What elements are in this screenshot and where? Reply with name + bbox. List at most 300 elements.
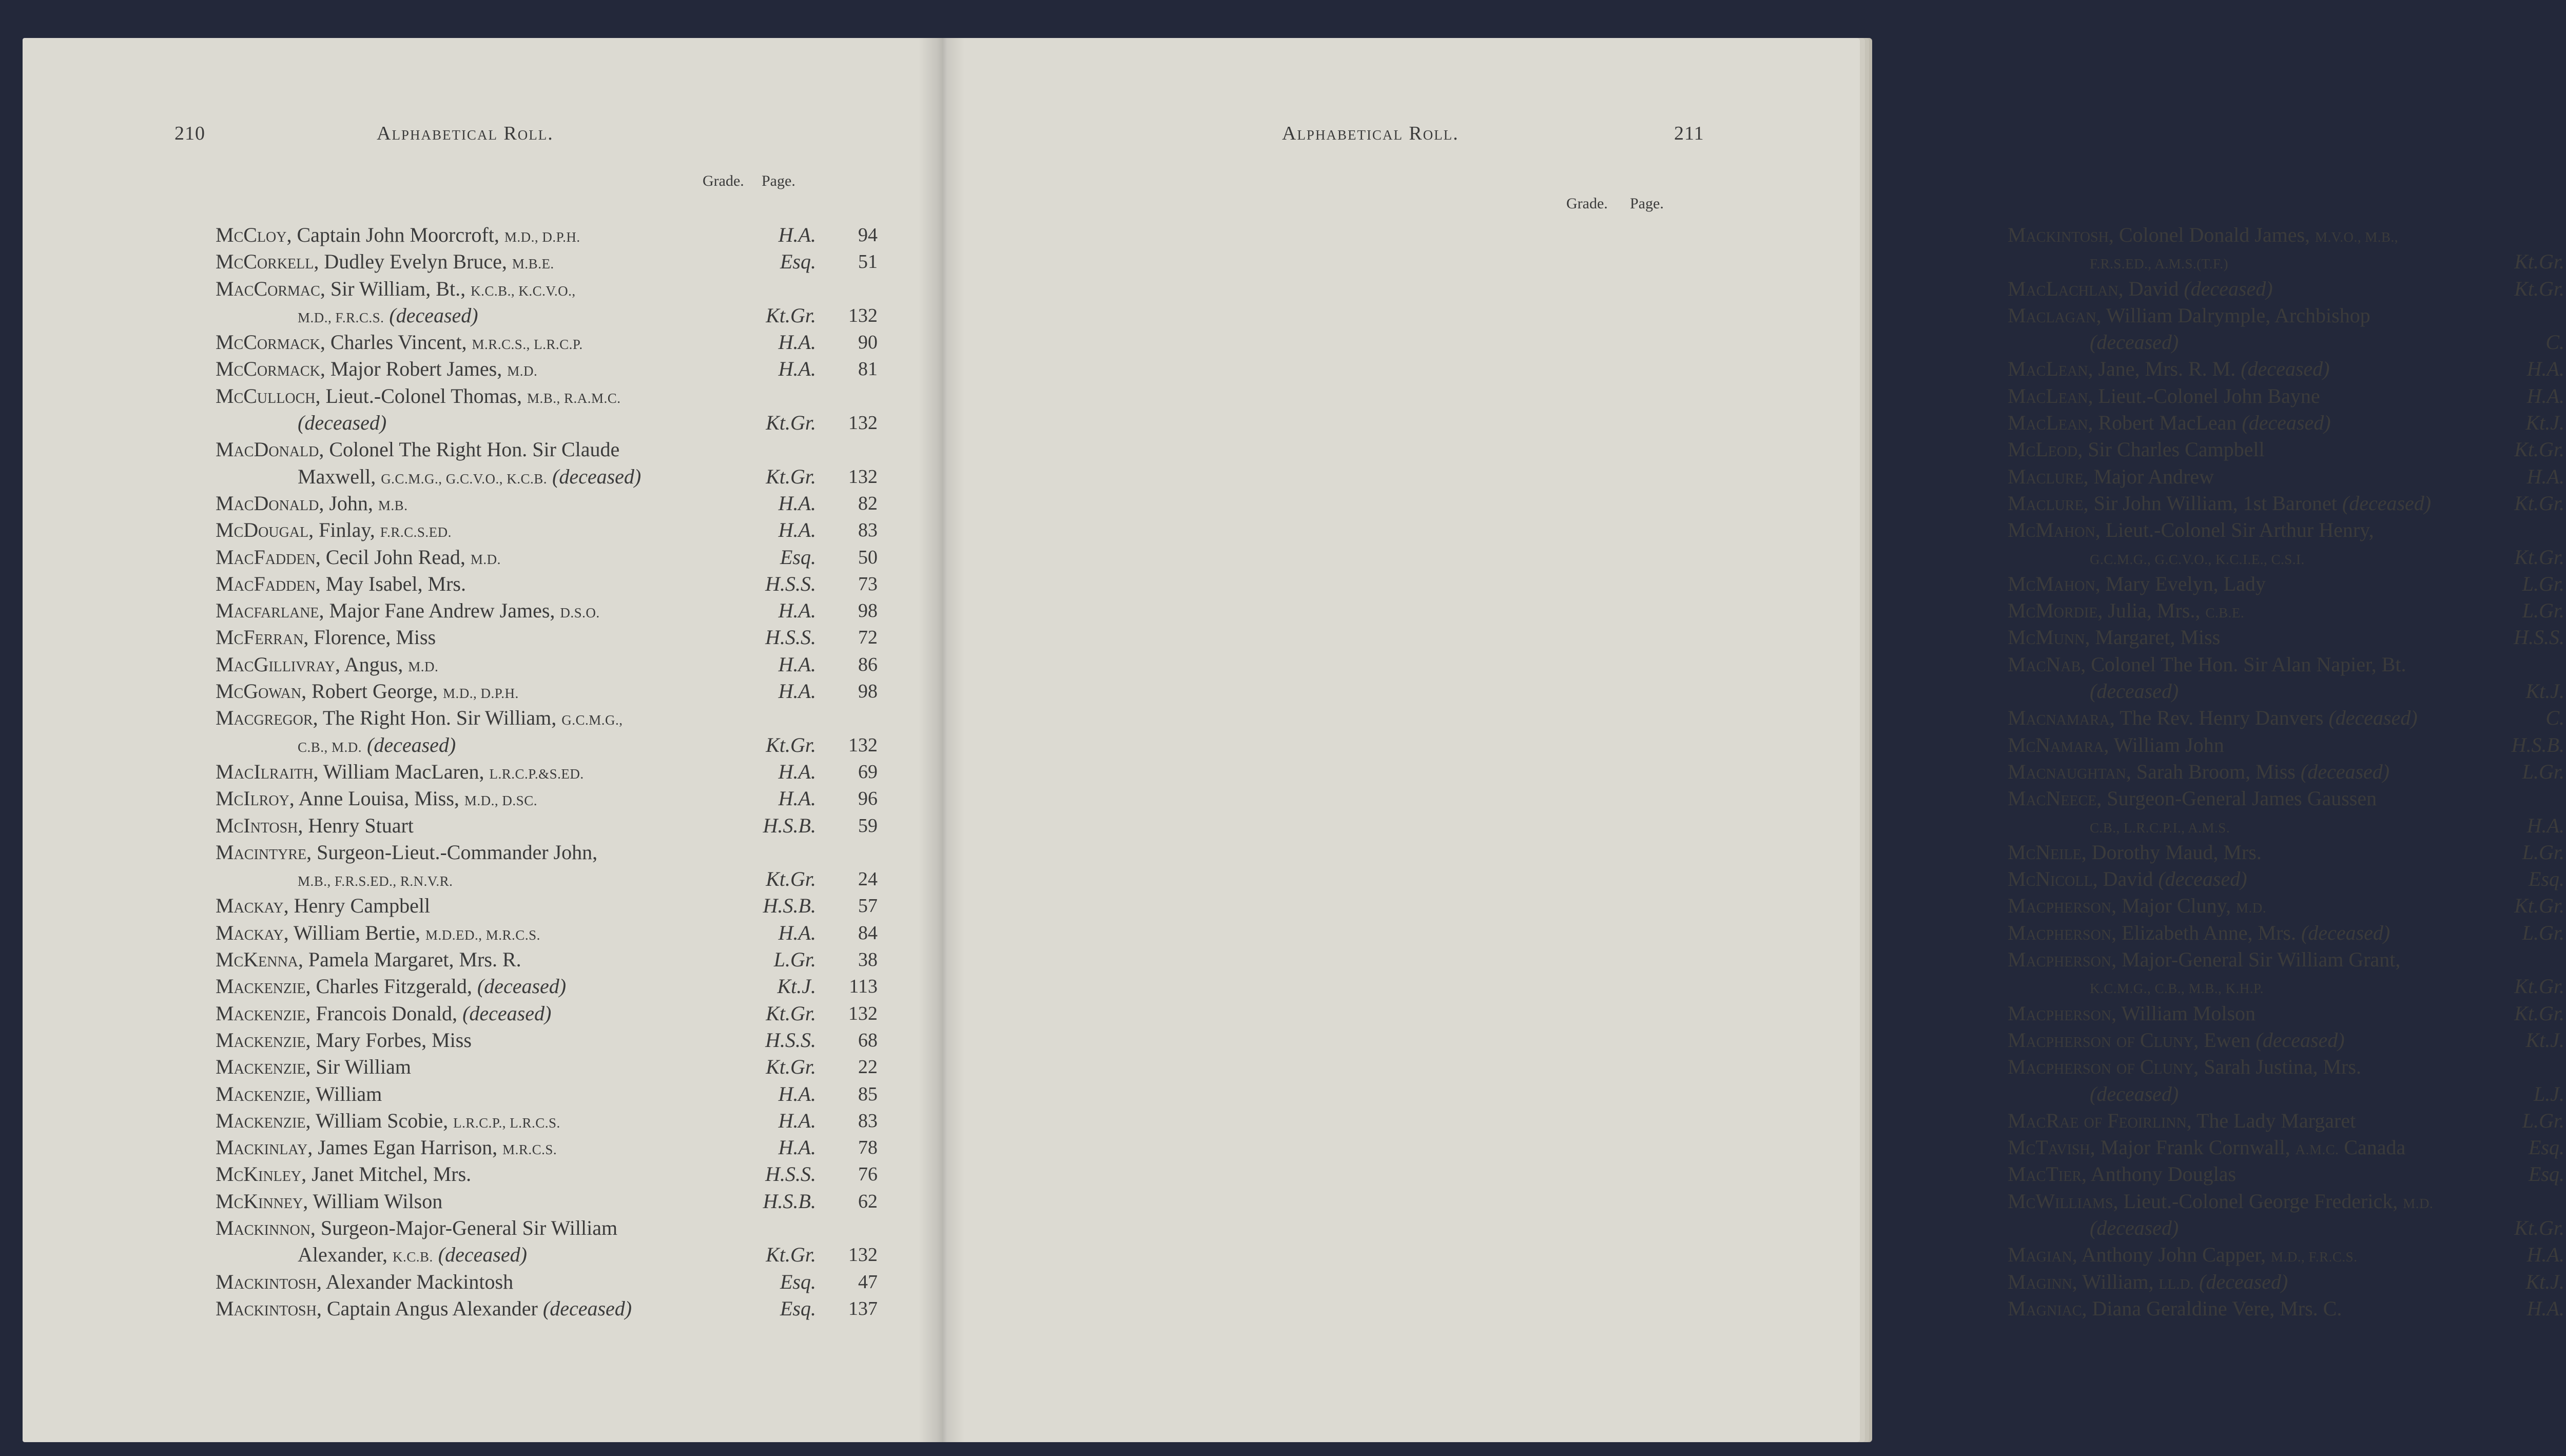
entry-name: [2090, 544, 2305, 573]
entry-qualifications: M.R.C.S.: [502, 1142, 557, 1158]
entry-note: (deceased): [2256, 1028, 2345, 1052]
entry-surname: Maginn: [2008, 1270, 2072, 1293]
entry-grade: Kt.Gr.: [766, 411, 816, 435]
entry-name: [2090, 248, 2228, 277]
entry-row: [2008, 1161, 2566, 1188]
entry-given-names: Maxwell,: [298, 464, 381, 488]
entry-grade: H.A.: [778, 599, 816, 623]
entry-surname: Macpherson: [2008, 1001, 2112, 1025]
entry-qualifications: M.B.: [378, 497, 408, 513]
entry-grade: H.S.B.: [763, 894, 816, 918]
entry-qualifications: M.D.: [507, 363, 538, 379]
entry-row: [2008, 276, 2566, 302]
entry-surname: McDougal: [216, 518, 309, 542]
entry-name: [216, 759, 584, 787]
entry-given-names: , Pamela Margaret, Mrs. R.: [298, 948, 521, 972]
entry-given-names: , Major Robert James,: [320, 357, 508, 381]
entry-row: [2008, 1108, 2566, 1134]
entry-given-names: , William Bertie,: [283, 921, 426, 944]
entry-given-names: , Sarah Justina, Mrs.: [2193, 1055, 2361, 1079]
entry-given-names: , Dudley Evelyn Bruce,: [314, 250, 512, 274]
entry-qualifications: M.D., D.P.H.: [442, 686, 519, 702]
entry-qualifications: M.B.E.: [512, 256, 554, 272]
entry-row: [2008, 1134, 2566, 1161]
entry-grade: Esq.: [2529, 867, 2564, 891]
entry-note: (deceased): [2090, 1082, 2179, 1105]
entry-given-names: , Janet Mitchel, Mrs.: [301, 1162, 472, 1186]
entry-page: 22: [858, 1056, 878, 1078]
entry-row: [2008, 517, 2566, 543]
entry-given-names: , Anthony John Capper,: [2072, 1243, 2271, 1267]
entry-given-names: , Florence, Miss: [303, 626, 436, 649]
entry-grade: H.A.: [778, 760, 816, 783]
entry-surname: McNicoll: [2008, 867, 2093, 891]
entry-grade: H.A.: [778, 921, 816, 944]
entry-note: (deceased): [2184, 277, 2273, 300]
entry-name: [2008, 222, 2398, 250]
entry-surname: McCormack: [216, 331, 320, 354]
entry-note: Canada: [2339, 1136, 2406, 1159]
entry-row: [216, 892, 908, 919]
entry-surname: MacDonald: [216, 438, 319, 461]
entry-surname: Macfarlane: [216, 599, 319, 623]
entry-name: [216, 571, 466, 597]
entry-row: [2008, 463, 2566, 490]
entry-surname: Macgregor: [216, 706, 313, 730]
entry-given-names: , The Rev. Henry Danvers: [2109, 706, 2329, 730]
entry-grade: H.S.S.: [765, 626, 816, 649]
entry-row: [216, 946, 908, 973]
right-page-header: Page.: [1630, 195, 1664, 212]
entry-note: (deceased): [477, 975, 567, 998]
left-page: [23, 38, 946, 1442]
entry-row: [216, 463, 908, 490]
entry-given-names: , Sir William: [305, 1055, 411, 1079]
left-running-title: Alphabetical Roll.: [377, 123, 554, 144]
entry-grade: H.A.: [778, 787, 816, 810]
entry-grade: H.S.B.: [763, 1189, 816, 1213]
entry-row: [2008, 356, 2566, 382]
entry-grade: H.A.: [2526, 1243, 2564, 1267]
entry-surname: McKinney: [216, 1189, 303, 1213]
entry-grade: H.S.B.: [2511, 733, 2564, 756]
entry-surname: MacLean: [2008, 411, 2088, 435]
entry-row: [216, 785, 908, 812]
entry-grade: Kt.Gr.: [766, 733, 816, 756]
entry-surname: Magian: [2008, 1243, 2072, 1267]
entry-grade: Esq.: [780, 545, 816, 569]
entry-name: [216, 1081, 382, 1108]
entry-given-names: , Surgeon-Major-General Sir William: [310, 1216, 618, 1239]
entry-qualifications: L.R.C.P., L.R.C.S.: [453, 1115, 560, 1131]
entry-surname: Macpherson: [2008, 948, 2112, 972]
entry-name: [216, 597, 600, 626]
entry-surname: Magniac: [2008, 1296, 2082, 1320]
entry-given-names: , Robert MacLean: [2088, 411, 2242, 435]
entry-grade: Kt.J.: [2525, 1028, 2564, 1052]
entry-grade: H.A.: [2526, 357, 2564, 381]
entry-surname: McNamara: [2008, 733, 2104, 756]
entry-given-names: , The Right Hon. Sir William,: [313, 706, 562, 730]
entry-row: [2008, 410, 2566, 436]
entry-given-names: , Sir John William, 1st Baronet: [2083, 491, 2342, 515]
entry-qualifications: F.R.S.ED., A.M.S.(T.F.): [2090, 256, 2228, 272]
entry-row: [216, 732, 908, 759]
entry-given-names: , Anthony Douglas: [2082, 1162, 2237, 1186]
entry-grade: L.Gr.: [2522, 921, 2564, 944]
entry-surname: Mackenzie: [216, 1055, 306, 1079]
entry-name: [2008, 597, 2244, 626]
entry-row: [2008, 302, 2566, 329]
book-gutter: [919, 38, 965, 1442]
entry-name: [216, 785, 537, 814]
left-page-header: Page.: [762, 172, 795, 189]
entry-given-names: , William Dalrymple, Archbishop: [2096, 303, 2370, 327]
entry-page: 96: [858, 788, 878, 810]
entry-name: [216, 436, 619, 463]
entry-name: [216, 973, 566, 1000]
entry-given-names: , Sarah Broom, Miss: [2126, 760, 2301, 783]
entry-row: [2008, 329, 2566, 356]
entry-page: 132: [848, 465, 878, 488]
entry-grade: L.Gr.: [2522, 1109, 2564, 1132]
entry-name: [216, 329, 583, 358]
entry-surname: MacRae of Feoirlinn: [2008, 1109, 2187, 1132]
entry-page: 78: [858, 1137, 878, 1159]
entry-name: [298, 302, 478, 331]
entry-grade: Kt.Gr.: [2514, 491, 2564, 515]
entry-grade: Kt.Gr.: [766, 1055, 816, 1079]
entry-grade: Esq.: [2529, 1162, 2564, 1186]
entry-name: [298, 732, 456, 761]
entry-name: [2008, 1241, 2357, 1270]
entry-surname: Macpherson: [2008, 921, 2112, 944]
entry-surname: MacNab: [2008, 652, 2081, 676]
entry-page: 72: [858, 627, 878, 649]
entry-page: 82: [858, 492, 878, 514]
entry-given-names: , Surgeon-General James Gaussen: [2096, 787, 2377, 810]
entry-row: [2008, 544, 2566, 571]
entry-page: 68: [858, 1029, 878, 1051]
entry-given-names: , Diana Geraldine Vere, Mrs. C.: [2082, 1296, 2342, 1320]
entry-note: (deceased): [384, 303, 478, 327]
entry-qualifications: K.C.B., K.C.V.O.,: [471, 283, 576, 299]
entry-page: 113: [849, 976, 878, 998]
entry-qualifications: M.D.: [2236, 900, 2267, 916]
entry-name: [2008, 866, 2247, 892]
entry-name: [216, 624, 436, 651]
entry-name: [298, 410, 386, 436]
entry-grade: H.S.S.: [765, 572, 816, 595]
entry-surname: McCloy: [216, 223, 287, 246]
entry-qualifications: D.S.O.: [560, 605, 600, 621]
entry-name: [2008, 1134, 2405, 1163]
entry-surname: Mackenzie: [216, 1028, 306, 1052]
entry-page: 73: [858, 573, 878, 595]
entry-surname: Mackay: [216, 921, 284, 944]
entry-row: [2008, 436, 2566, 463]
entry-row: [216, 624, 908, 651]
entry-given-names: , Major-General Sir William Grant,: [2111, 948, 2401, 972]
entry-name: [298, 463, 641, 492]
entry-surname: Macnaughtan: [2008, 760, 2126, 783]
entry-row: [2008, 571, 2566, 597]
entry-row: [216, 1215, 908, 1241]
entry-name: [216, 1295, 632, 1322]
entry-row: [2008, 490, 2566, 517]
entry-grade: H.S.S.: [765, 1028, 816, 1052]
left-page-number: 210: [174, 123, 205, 144]
entry-given-names: , Elizabeth Anne, Mrs.: [2111, 921, 2301, 944]
entry-row: [2008, 624, 2566, 651]
entry-given-names: , Angus,: [335, 652, 409, 676]
entry-page: 50: [858, 546, 878, 568]
entry-grade: L.Gr.: [2522, 760, 2564, 783]
entry-row: [2008, 248, 2566, 275]
entry-given-names: , Cecil John Read,: [315, 545, 471, 569]
entry-surname: MacCormac: [216, 277, 320, 300]
entry-grade: Kt.Gr.: [2514, 894, 2564, 918]
entry-page: 69: [858, 761, 878, 783]
right-grade-header: Grade.: [1566, 195, 1608, 212]
entry-surname: McTavish: [2008, 1136, 2090, 1159]
entry-qualifications: M.R.C.S., L.R.C.P.: [472, 337, 583, 353]
entry-page: 57: [858, 895, 878, 917]
entry-qualifications: K.C.M.G., C.B., M.B., K.H.P.: [2090, 981, 2264, 997]
entry-given-names: , William Scobie,: [305, 1109, 454, 1132]
entry-row: [216, 276, 908, 302]
entry-name: [2008, 302, 2370, 329]
entry-surname: Mackintosh: [216, 1270, 317, 1293]
entry-row: [2008, 866, 2566, 892]
entry-row: [2008, 1054, 2566, 1080]
entry-given-names: , Mary Forbes, Miss: [305, 1028, 472, 1052]
entry-page: 132: [848, 304, 878, 326]
entry-surname: Macnamara: [2008, 706, 2110, 730]
entry-row: [216, 839, 908, 866]
entry-row: [216, 678, 908, 705]
entry-name: [2008, 1269, 2288, 1297]
entry-surname: MacNeece: [2008, 787, 2097, 810]
entry-row: [216, 1188, 908, 1215]
entry-name: [2008, 759, 2389, 785]
entry-page: 62: [858, 1190, 878, 1212]
entry-given-names: , Henry Stuart: [298, 813, 414, 837]
entry-surname: McNeile: [2008, 840, 2082, 864]
entry-surname: Mackenzie: [216, 1109, 306, 1132]
entry-surname: McCormack: [216, 357, 320, 381]
entry-row: [216, 1108, 908, 1134]
entry-name: [216, 920, 540, 948]
entry-name: [2008, 436, 2265, 463]
entry-page: 83: [858, 1110, 878, 1132]
entry-given-names: , Alexander Mackintosh: [316, 1270, 514, 1293]
entry-given-names: , Surgeon-Lieut.-Commander John,: [306, 840, 598, 864]
entry-name: [2090, 812, 2230, 841]
entry-given-names: , William MacLaren,: [313, 760, 490, 783]
entry-grade: H.A.: [778, 680, 816, 703]
entry-row: [2008, 1215, 2566, 1241]
entry-row: [216, 571, 908, 597]
entry-name: [216, 651, 438, 680]
entry-name: [2008, 1161, 2236, 1188]
entry-row: [2008, 1188, 2566, 1215]
entry-grade: Kt.J.: [2525, 680, 2564, 703]
entry-grade: H.A.: [778, 491, 816, 515]
entry-row: [216, 517, 908, 543]
entry-grade: Esq.: [780, 250, 816, 274]
entry-name: [2008, 920, 2390, 946]
entry-row: [2008, 785, 2566, 812]
entry-note: (deceased): [433, 1243, 527, 1267]
entry-name: [2008, 410, 2331, 436]
entry-name: [216, 276, 576, 304]
entry-row: [216, 1161, 908, 1188]
entry-name: [2090, 1215, 2179, 1241]
entry-given-names: , Major Andrew: [2083, 464, 2214, 488]
entry-name: [216, 222, 580, 250]
entry-name: [216, 383, 621, 412]
entry-name: [216, 356, 537, 384]
entry-row: [216, 302, 908, 329]
entry-row: [216, 222, 908, 248]
entry-grade: Kt.Gr.: [2514, 1216, 2564, 1239]
entry-qualifications: C.B., L.R.C.P.I., A.M.S.: [2090, 820, 2230, 836]
entry-qualifications: G.C.M.G., G.C.V.O., K.C.B.: [381, 471, 547, 487]
entry-given-names: , Major Frank Cornwall,: [2090, 1136, 2296, 1159]
entry-name: [216, 946, 521, 973]
entry-name: [2008, 785, 2377, 812]
entry-surname: MacLean: [2008, 357, 2088, 381]
entry-page: 84: [858, 922, 878, 944]
entry-given-names: , William,: [2072, 1270, 2159, 1293]
entry-name: [2008, 1295, 2342, 1322]
entry-surname: McIlroy: [216, 787, 289, 810]
entry-given-names: , William Molson: [2111, 1001, 2256, 1025]
entry-grade: H.A.: [778, 1109, 816, 1132]
entry-name: [2008, 463, 2214, 490]
entry-grade: Kt.J.: [2525, 411, 2564, 435]
entry-given-names: , James Egan Harrison,: [307, 1136, 503, 1159]
entry-surname: Mackinlay: [216, 1136, 308, 1159]
entry-grade: Kt.Gr.: [2514, 545, 2564, 569]
entry-name: [2090, 329, 2179, 356]
entry-note: (deceased): [2328, 706, 2418, 730]
entry-name: [2008, 276, 2273, 302]
right-running-title: Alphabetical Roll.: [1282, 123, 1459, 144]
entry-qualifications: M.D.: [470, 551, 501, 567]
entry-name: [216, 490, 407, 519]
entry-surname: McIntosh: [216, 813, 298, 837]
entry-grade: L.J.: [2534, 1082, 2564, 1105]
entry-row: [216, 329, 908, 356]
entry-name: [2008, 1000, 2256, 1027]
entry-page: 132: [848, 412, 878, 434]
entry-name: [2008, 839, 2262, 866]
entry-row: [216, 490, 908, 517]
entry-row: [2008, 812, 2566, 839]
entry-name: [216, 812, 414, 839]
entry-row: [2008, 1295, 2566, 1322]
entry-grade: H.A.: [778, 1136, 816, 1159]
right-page-number: 211: [1674, 123, 1704, 144]
entry-qualifications: M.D.ED., M.R.C.S.: [425, 927, 540, 943]
entry-row: [216, 1081, 908, 1108]
entry-name: [216, 1027, 472, 1054]
entry-page: 47: [858, 1271, 878, 1293]
entry-name: [216, 705, 623, 733]
entry-given-names: , Sir William, Bt.,: [320, 277, 471, 300]
entry-note: (deceased): [2301, 921, 2390, 944]
entry-qualifications: A.M.C.: [2295, 1142, 2339, 1158]
entry-qualifications: M.V.O., M.B.,: [2315, 229, 2399, 245]
entry-row: [2008, 597, 2566, 624]
entry-name: [2008, 1188, 2433, 1217]
entry-row: [216, 920, 908, 946]
entry-surname: Maclure: [2008, 464, 2084, 488]
entry-row: [2008, 1269, 2566, 1295]
entry-qualifications: M.B., R.A.M.C.: [527, 390, 621, 406]
entry-surname: McWilliams: [2008, 1189, 2113, 1213]
entry-row: [2008, 946, 2566, 973]
entry-row: [216, 597, 908, 624]
entry-name: [2008, 1108, 2356, 1134]
entry-surname: MacDonald: [216, 491, 319, 515]
entry-given-names: , Julia, Mrs.,: [2097, 599, 2206, 623]
entry-note: (deceased): [2158, 867, 2247, 891]
entry-row: [2008, 1000, 2566, 1027]
entry-row: [216, 1134, 908, 1161]
entry-page: 94: [858, 224, 878, 246]
entry-grade: Kt.Gr.: [2514, 250, 2564, 274]
entry-name: [216, 1161, 471, 1188]
entry-note: (deceased): [2090, 331, 2179, 354]
entry-given-names: , Mary Evelyn, Lady: [2095, 572, 2266, 595]
entry-surname: Mackay: [216, 894, 284, 918]
entry-surname: McKinley: [216, 1162, 302, 1186]
entry-grade: H.A.: [778, 357, 816, 381]
entry-given-names: , Anne Louisa, Miss,: [289, 787, 464, 810]
entry-surname: Mackintosh: [2008, 223, 2109, 246]
entry-surname: Mackenzie: [216, 975, 306, 998]
entry-row: [216, 651, 908, 678]
entry-given-names: , John,: [319, 491, 378, 515]
entry-name: [298, 1241, 527, 1270]
entry-grade: Kt.Gr.: [2514, 1001, 2564, 1025]
entry-surname: Mackinnon: [216, 1216, 310, 1239]
entry-page: 24: [858, 868, 878, 890]
entry-grade: Kt.Gr.: [766, 867, 816, 891]
entry-page: 98: [858, 681, 878, 703]
entry-surname: McMunn: [2008, 626, 2085, 649]
entry-grade: H.A.: [778, 223, 816, 246]
entry-surname: Mackintosh: [216, 1296, 317, 1320]
entry-note: (deceased): [2342, 491, 2432, 515]
entry-qualifications: F.R.C.S.ED.: [380, 525, 452, 540]
entry-surname: McKenna: [216, 948, 298, 972]
entry-surname: Macpherson of Cluny: [2008, 1028, 2194, 1052]
entry-grade: L.Gr.: [2522, 840, 2564, 864]
entry-given-names: , Jane, Mrs. R. M.: [2088, 357, 2241, 381]
entry-name: [2008, 490, 2431, 517]
entry-name: [2008, 1027, 2345, 1054]
entry-row: [216, 705, 908, 731]
entry-grade: L.Gr.: [2522, 599, 2564, 623]
entry-grade: H.A.: [778, 331, 816, 354]
entry-given-names: , Francois Donald,: [305, 1001, 463, 1025]
entry-surname: McMahon: [2008, 518, 2095, 542]
entry-given-names: , Captain Angus Alexander: [316, 1296, 543, 1320]
